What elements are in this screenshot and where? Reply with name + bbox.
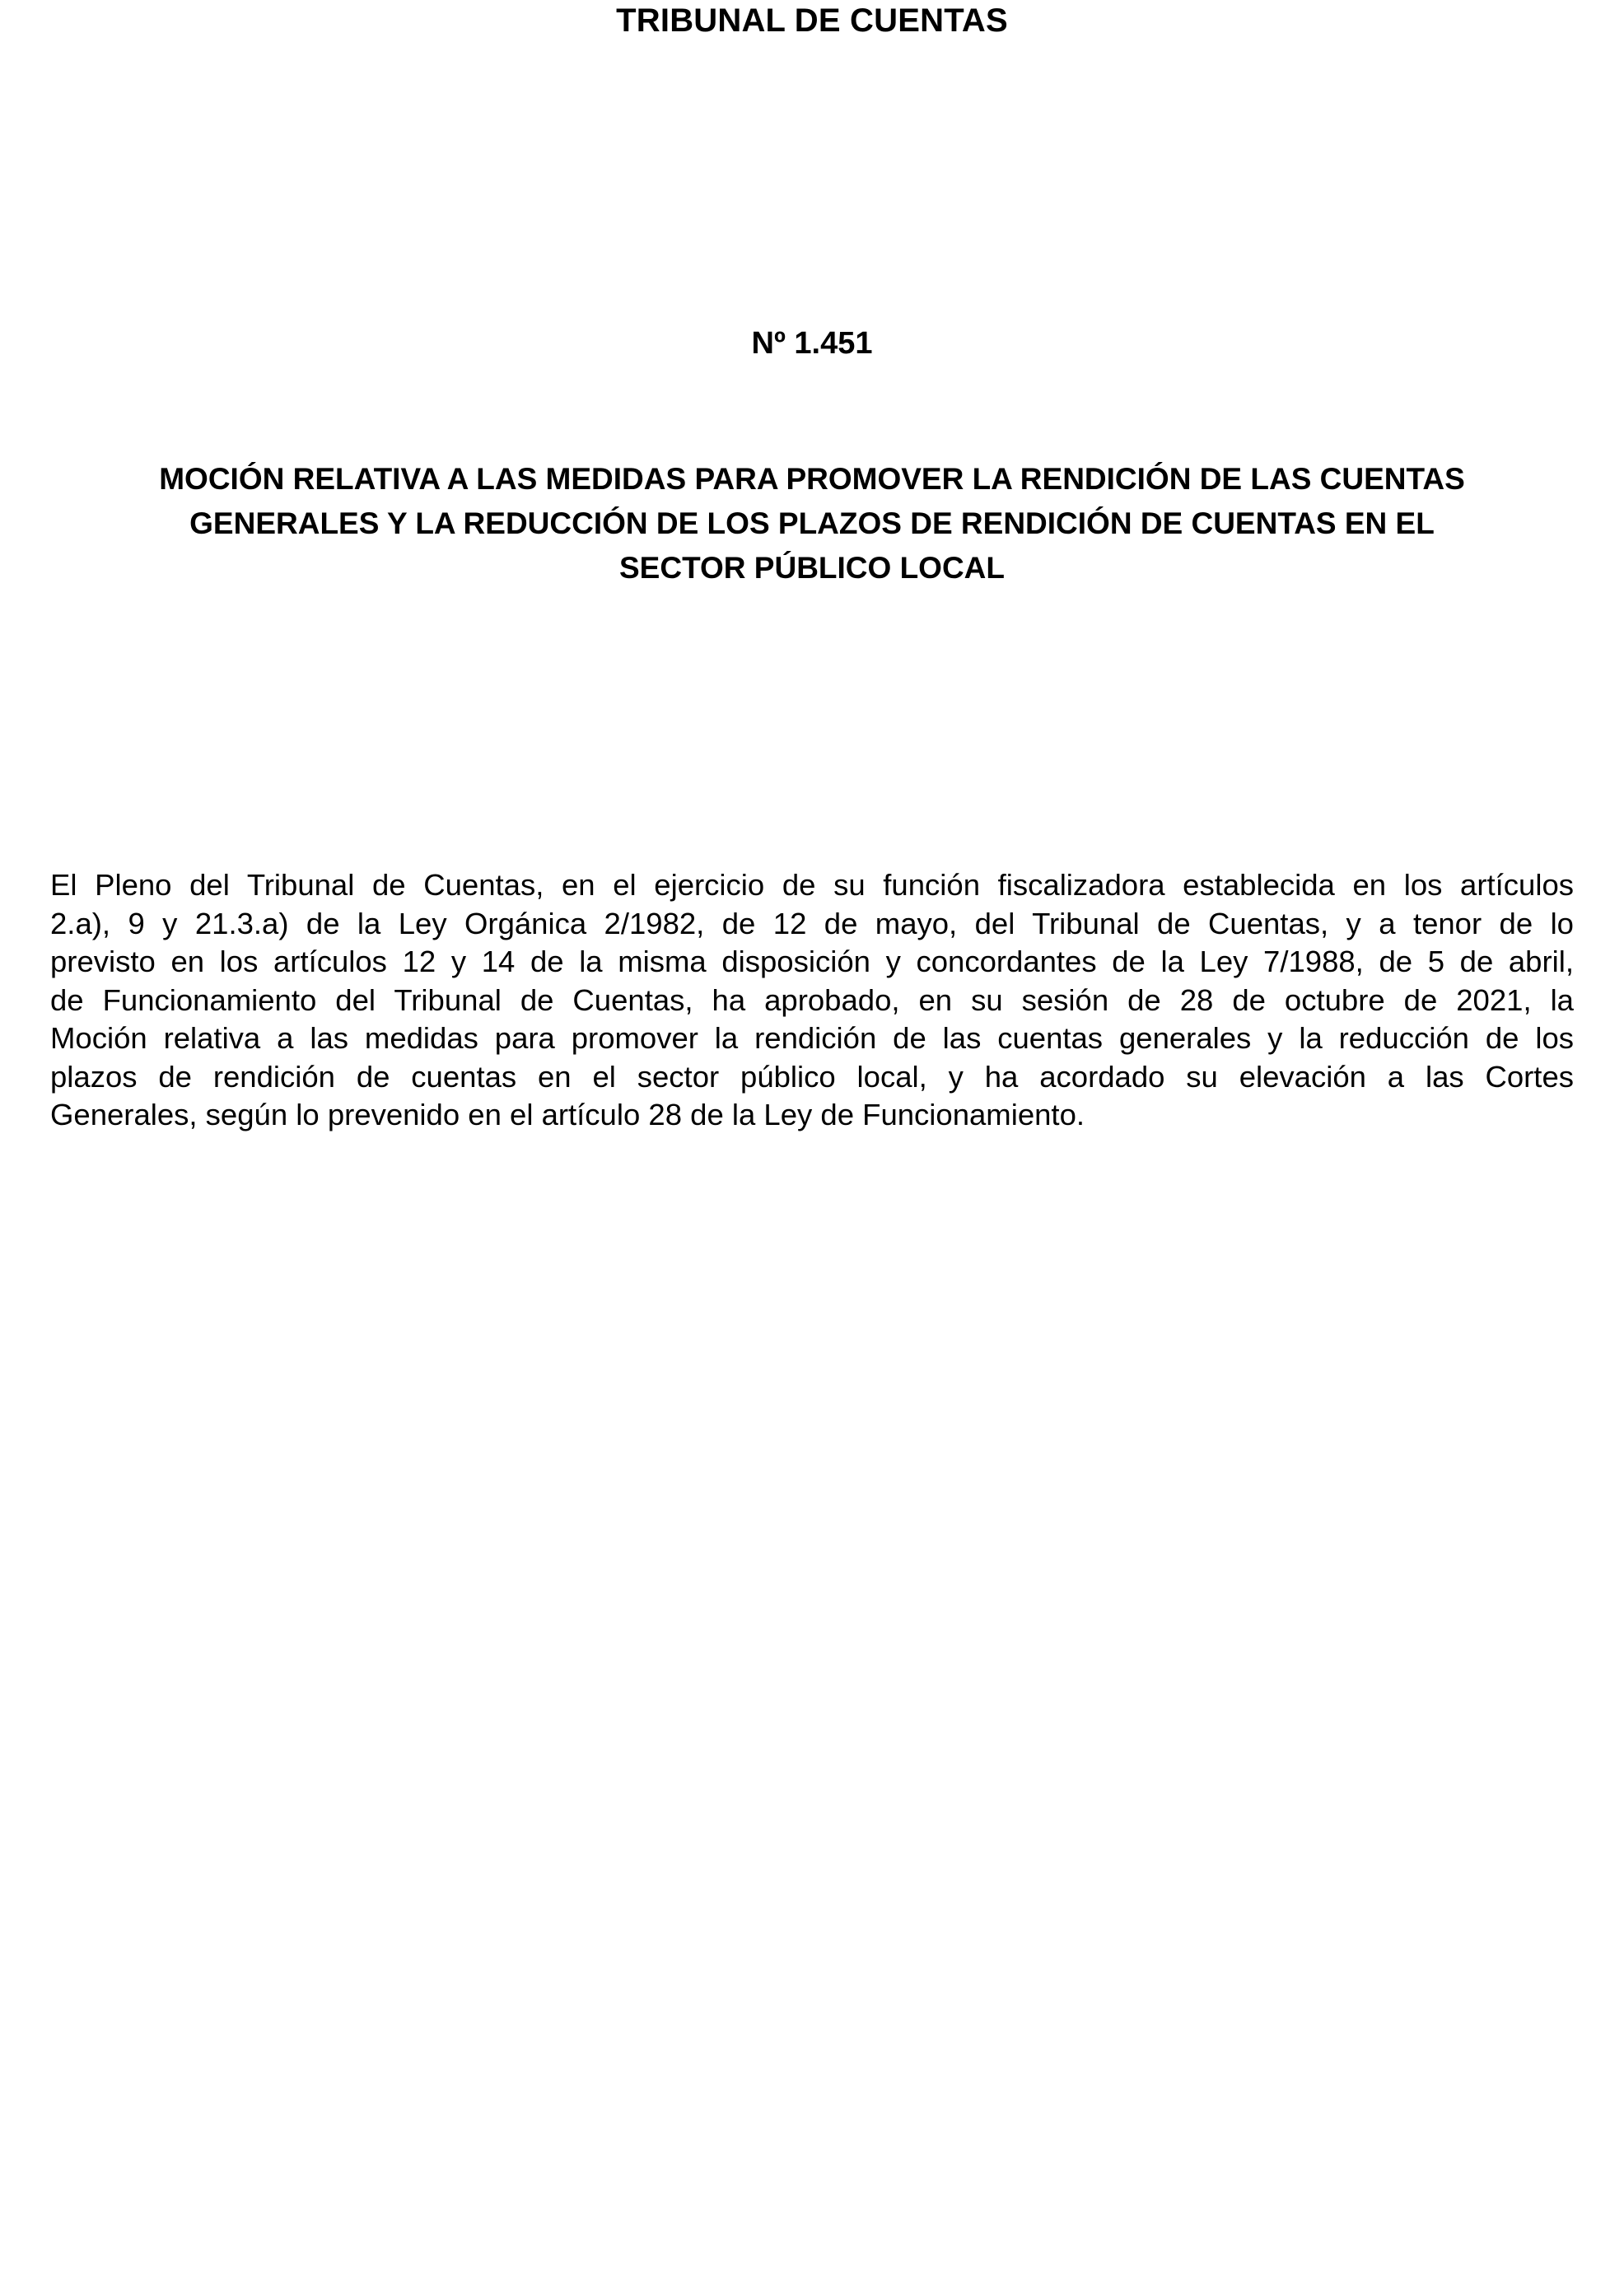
body-line: plazos de rendición de cuentas en el sector público local, y ha acordado su elevación a las Cortes (50, 1059, 1574, 1094)
body-line: previsto en los artículos 12 y 14 de la misma disposición y concordantes de la Ley 7/1988, de 5 de abril, (50, 945, 1574, 978)
page-header-title: TRIBUNAL DE CUENTAS (616, 2, 1008, 39)
body-line: El Pleno del Tribunal de Cuentas, en el ejercicio de su función fiscalizadora establecida en los artículos (50, 868, 1574, 902)
body-line: Moción relativa a las medidas para promover la rendición de las cuentas generales y la reducción de los (50, 1021, 1574, 1055)
motion-title-line: SECTOR PÚBLICO LOCAL (619, 551, 1005, 585)
motion-title-line: GENERALES Y LA REDUCCIÓN DE LOS PLAZOS DE RENDICIÓN DE CUENTAS EN EL (189, 506, 1435, 540)
body-paragraph (50, 866, 1574, 1135)
document-number: Nº 1.451 (751, 326, 873, 361)
body-line: 2.a), 9 y 21.3.a) de la Ley Orgánica 2/1982, de 12 de mayo, del Tribunal de Cuentas, y a tenor de lo (50, 906, 1574, 940)
body-line: de Funcionamiento del Tribunal de Cuentas, ha aprobado, en su sesión de 28 de octubre de 2021, la (50, 982, 1574, 1017)
body-line: Generales, según lo prevenido en el artículo 28 de la Ley de Funcionamiento. (50, 1098, 1085, 1131)
motion-title (49, 457, 1575, 590)
motion-title-line: MOCIÓN RELATIVA A LAS MEDIDAS PARA PROMOVER LA RENDICIÓN DE LAS CUENTAS (159, 462, 1465, 496)
